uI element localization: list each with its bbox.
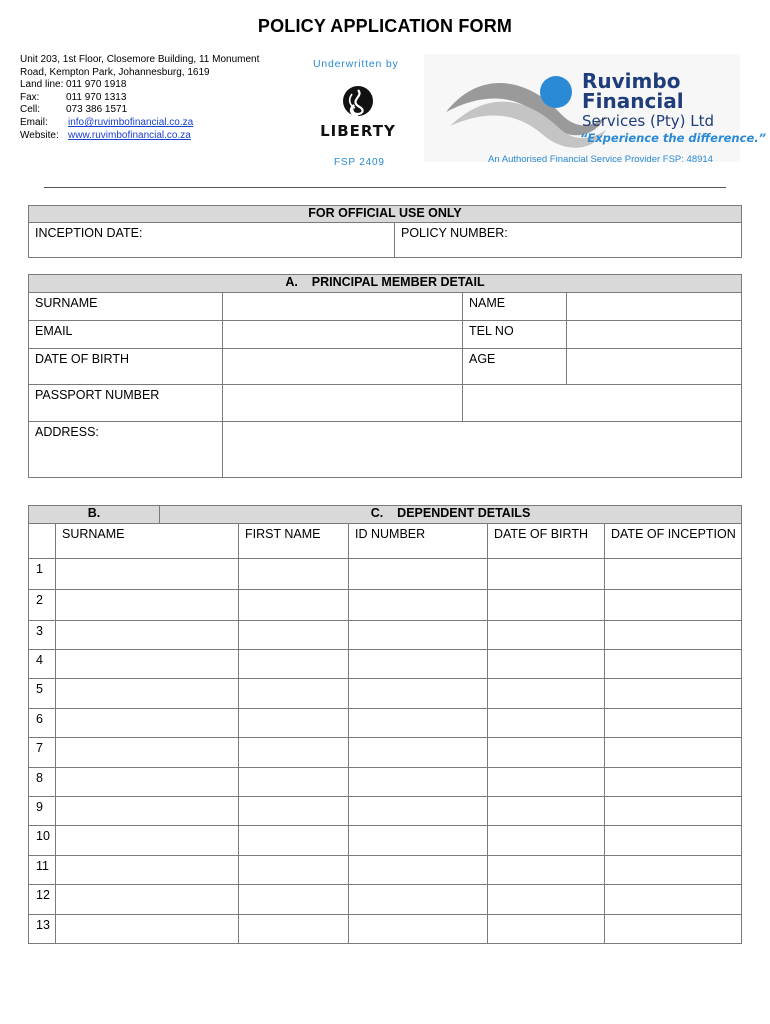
name-label: NAME — [463, 293, 567, 321]
landline-label: Land line: — [20, 79, 64, 91]
ruvimbo-line2: Financial — [582, 89, 684, 113]
id-number-cell[interactable] — [349, 590, 488, 621]
row-number: 12 — [29, 885, 56, 915]
liberty-wordmark: LIBERTY — [320, 122, 396, 140]
col-date-of-birth: DATE OF BIRTH — [488, 524, 605, 559]
principal-member-table — [28, 274, 742, 478]
passport-label: PASSPORT NUMBER — [29, 385, 223, 422]
inception-date-label: INCEPTION DATE: — [35, 226, 143, 240]
id-number-cell[interactable] — [349, 738, 488, 768]
row-number-header — [29, 524, 56, 559]
table-row — [29, 885, 742, 915]
ruvimbo-line1: Ruvimbo — [582, 69, 681, 93]
passport-input[interactable] — [223, 385, 463, 422]
dob-cell[interactable] — [488, 768, 605, 797]
row-number: 7 — [29, 738, 56, 768]
email-label: Email: — [20, 116, 48, 128]
dob-cell[interactable] — [488, 915, 605, 944]
official-use-header: FOR OFFICIAL USE ONLY — [29, 206, 742, 223]
cell-label: Cell: — [20, 104, 41, 116]
principal-header — [29, 275, 742, 293]
row-number: 8 — [29, 768, 56, 797]
first-name-cell[interactable] — [239, 885, 349, 915]
row-number: 6 — [29, 709, 56, 738]
dob-cell[interactable] — [488, 826, 605, 856]
email-link[interactable]: info@ruvimbofinancial.co.za — [68, 116, 194, 128]
table-row — [29, 650, 742, 679]
col-date-of-inception: DATE OF INCEPTION — [605, 524, 742, 559]
inception-cell[interactable] — [605, 915, 742, 944]
policy-number-label: POLICY NUMBER: — [401, 226, 508, 240]
inception-cell[interactable] — [605, 738, 742, 768]
section-b-header: B. — [29, 506, 160, 524]
tel-label: TEL NO — [463, 321, 567, 349]
dependent-rows — [29, 559, 742, 944]
surname-cell[interactable] — [56, 738, 239, 768]
surname-cell[interactable] — [56, 709, 239, 738]
id-number-cell[interactable] — [349, 559, 488, 590]
liberty-flame-icon — [320, 84, 396, 142]
first-name-cell[interactable] — [239, 559, 349, 590]
dob-cell[interactable] — [488, 621, 605, 650]
dob-cell[interactable] — [488, 738, 605, 768]
first-name-cell[interactable] — [239, 679, 349, 709]
tel-input[interactable] — [567, 321, 742, 349]
row-number: 1 — [29, 559, 56, 590]
inception-cell[interactable] — [605, 590, 742, 621]
name-input[interactable] — [567, 293, 742, 321]
address-label: ADDRESS: — [29, 422, 223, 478]
inception-cell[interactable] — [605, 679, 742, 709]
passport-extra-input[interactable] — [463, 385, 742, 422]
col-id-number: ID NUMBER — [349, 524, 488, 559]
first-name-cell[interactable] — [239, 709, 349, 738]
inception-cell[interactable] — [605, 826, 742, 856]
cell-value: 073 386 1571 — [66, 104, 128, 116]
row-number: 2 — [29, 590, 56, 621]
inception-cell[interactable] — [605, 856, 742, 885]
email-input[interactable] — [223, 321, 463, 349]
surname-cell[interactable] — [56, 650, 239, 679]
dob-cell[interactable] — [488, 679, 605, 709]
ruvimbo-wave-icon — [424, 54, 767, 162]
inception-cell[interactable] — [605, 559, 742, 590]
first-name-cell[interactable] — [239, 856, 349, 885]
header-divider — [44, 187, 726, 188]
dob-input[interactable] — [223, 349, 463, 385]
id-number-cell[interactable] — [349, 885, 488, 915]
first-name-cell[interactable] — [239, 738, 349, 768]
first-name-cell[interactable] — [239, 590, 349, 621]
ruvimbo-line3: Services (Pty) Ltd — [582, 112, 715, 130]
row-number: 4 — [29, 650, 56, 679]
contact-block — [20, 54, 259, 142]
table-row — [29, 738, 742, 768]
id-number-cell[interactable] — [349, 650, 488, 679]
inception-cell[interactable] — [605, 885, 742, 915]
col-surname: SURNAME — [56, 524, 239, 559]
table-row — [29, 590, 742, 621]
first-name-cell[interactable] — [239, 826, 349, 856]
surname-cell[interactable] — [56, 797, 239, 826]
id-number-cell[interactable] — [349, 856, 488, 885]
dob-cell[interactable] — [488, 885, 605, 915]
col-first-name: FIRST NAME — [239, 524, 349, 559]
email-label-cell: EMAIL — [29, 321, 223, 349]
table-row — [29, 559, 742, 590]
landline-value: 011 970 1918 — [66, 79, 127, 91]
id-number-cell[interactable] — [349, 709, 488, 738]
surname-cell[interactable] — [56, 826, 239, 856]
fax-label: Fax: — [20, 91, 40, 103]
first-name-cell[interactable] — [239, 915, 349, 944]
dob-cell[interactable] — [488, 797, 605, 826]
surname-input[interactable] — [223, 293, 463, 321]
table-row — [29, 797, 742, 826]
dob-cell[interactable] — [488, 856, 605, 885]
website-label: Website: — [20, 129, 59, 141]
dependent-header-title: DEPENDENT DETAILS — [397, 506, 531, 520]
ruvimbo-tagline: “Experience the difference.” — [580, 131, 767, 145]
official-use-table — [28, 205, 742, 258]
surname-label: SURNAME — [29, 293, 223, 321]
first-name-cell[interactable] — [239, 797, 349, 826]
surname-cell[interactable] — [56, 885, 239, 915]
table-row — [29, 826, 742, 856]
dependent-header-letter: C. — [370, 506, 384, 520]
first-name-cell[interactable] — [239, 768, 349, 797]
principal-header-letter: A. — [285, 275, 298, 289]
surname-cell[interactable] — [56, 856, 239, 885]
table-row — [29, 709, 742, 738]
dob-cell[interactable] — [488, 709, 605, 738]
authorised-fsp: An Authorised Financial Service Provider FSP: 48914 — [488, 154, 713, 165]
table-row — [29, 679, 742, 709]
table-row — [29, 768, 742, 797]
row-number: 13 — [29, 915, 56, 944]
dob-label: DATE OF BIRTH — [29, 349, 223, 385]
dob-cell[interactable] — [488, 590, 605, 621]
table-row — [29, 915, 742, 944]
address-line-2: Road, Kempton Park, Johannesburg, 1619 — [20, 66, 210, 78]
inception-cell[interactable] — [605, 797, 742, 826]
inception-cell[interactable] — [605, 709, 742, 738]
dob-cell[interactable] — [488, 650, 605, 679]
form-title: POLICY APPLICATION FORM — [257, 16, 513, 36]
dependent-header — [160, 506, 742, 524]
id-number-cell[interactable] — [349, 915, 488, 944]
id-number-cell[interactable] — [349, 621, 488, 650]
surname-cell[interactable] — [56, 621, 239, 650]
row-number: 5 — [29, 679, 56, 709]
age-input[interactable] — [567, 349, 742, 385]
fax-value: 011 970 1313 — [66, 91, 127, 103]
ruvimbo-logo — [424, 54, 767, 162]
id-number-cell[interactable] — [349, 679, 488, 709]
surname-cell[interactable] — [56, 559, 239, 590]
dob-cell[interactable] — [488, 559, 605, 590]
inception-cell[interactable] — [605, 650, 742, 679]
row-number: 9 — [29, 797, 56, 826]
row-number: 10 — [29, 826, 56, 856]
policy-number-field[interactable] — [395, 223, 742, 258]
underwritten-by-label: Underwritten by — [313, 58, 399, 70]
inception-date-field[interactable] — [29, 223, 395, 258]
inception-cell[interactable] — [605, 621, 742, 650]
id-number-cell[interactable] — [349, 768, 488, 797]
dependent-details-table — [28, 505, 742, 944]
id-number-cell[interactable] — [349, 826, 488, 856]
inception-cell[interactable] — [605, 768, 742, 797]
surname-cell[interactable] — [56, 915, 239, 944]
surname-cell[interactable] — [56, 590, 239, 621]
liberty-logo — [320, 84, 396, 147]
table-row — [29, 621, 742, 650]
row-number: 3 — [29, 621, 56, 650]
website-link[interactable]: www.ruvimbofinancial.co.za — [68, 129, 191, 141]
row-number: 11 — [29, 856, 56, 885]
underwriter-fsp: FSP 2409 — [334, 157, 385, 168]
principal-header-title: PRINCIPAL MEMBER DETAIL — [311, 275, 485, 289]
table-row — [29, 856, 742, 885]
surname-cell[interactable] — [56, 768, 239, 797]
first-name-cell[interactable] — [239, 621, 349, 650]
first-name-cell[interactable] — [239, 650, 349, 679]
address-line-1: Unit 203, 1st Floor, Closemore Building, 11 Monument — [20, 54, 260, 65]
address-input[interactable] — [223, 422, 742, 478]
id-number-cell[interactable] — [349, 797, 488, 826]
age-label: AGE — [463, 349, 567, 385]
surname-cell[interactable] — [56, 679, 239, 709]
